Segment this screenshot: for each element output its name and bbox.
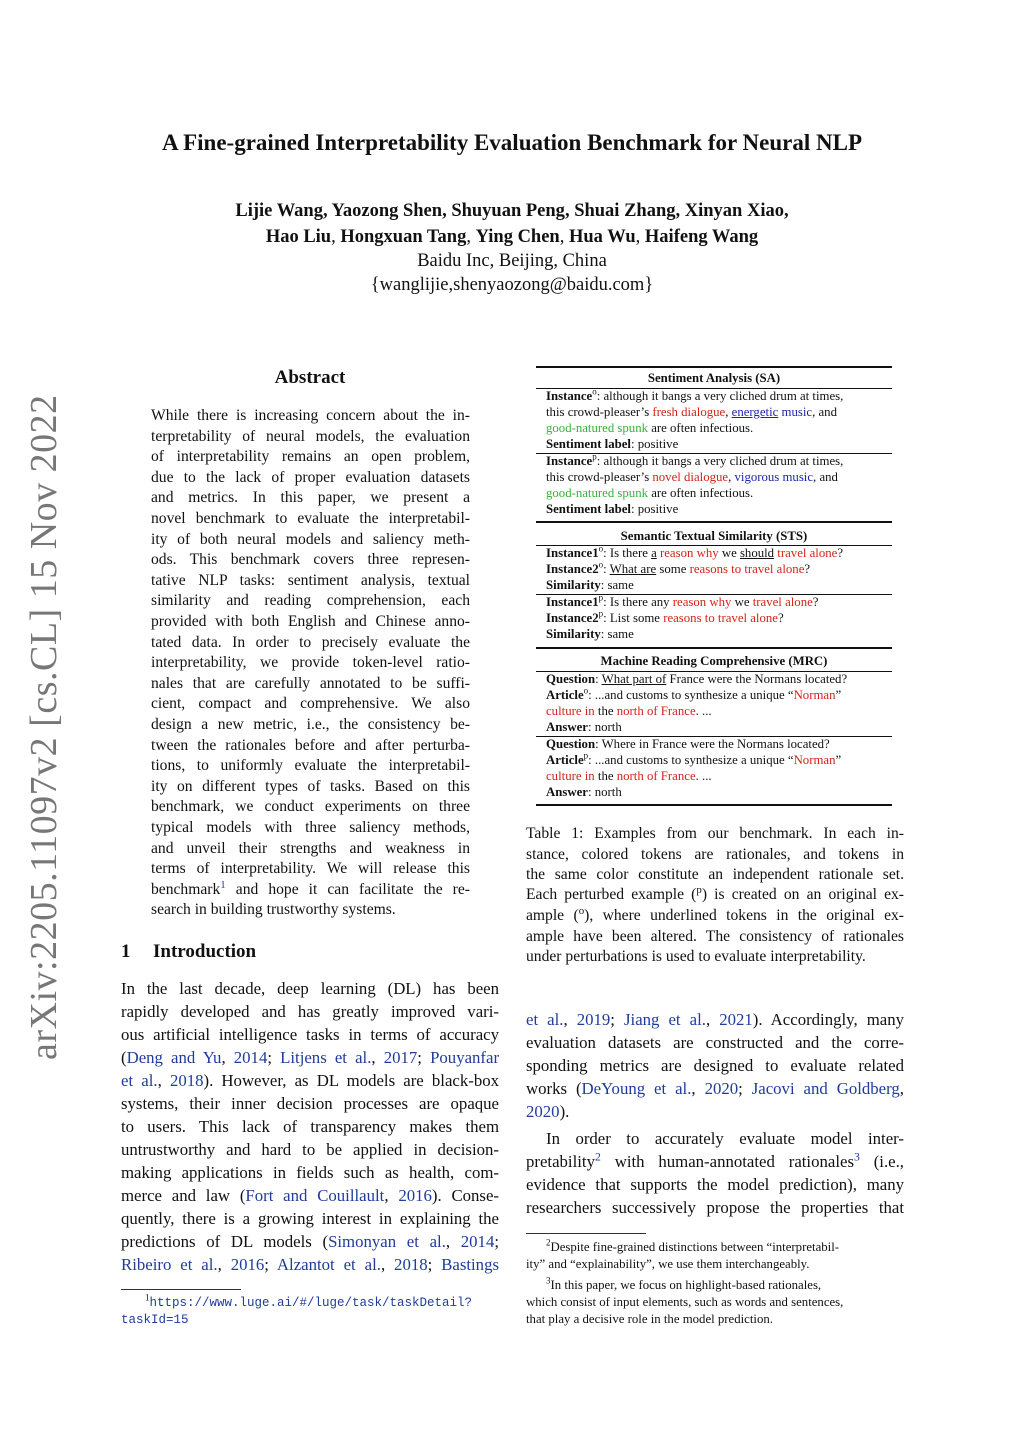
table-row: Similarity: same xyxy=(546,578,634,592)
rationale-token: culture in xyxy=(546,704,595,718)
table-row: Sentiment label: positive xyxy=(546,437,679,451)
body-line: researchers successively propose the properties that xyxy=(526,1198,904,1217)
abstract-line: tween the rationales before and after perturba- xyxy=(151,736,470,754)
abstract-line: and metrics. In this paper, we present a xyxy=(151,489,470,507)
table-caption-line: Table 1: Examples from our benchmark. In each in- xyxy=(526,825,904,842)
table-row: this crowd-pleaser’s novel dialogue, vigorous music, and xyxy=(546,470,838,484)
citation-link[interactable]: Alzantot et al. xyxy=(276,1255,381,1274)
footnote-ref-link[interactable]: 1 xyxy=(220,878,226,891)
citation-year-link[interactable]: 2018 xyxy=(394,1255,428,1274)
body-line: evaluation datasets are constructed and the corre- xyxy=(526,1033,904,1052)
citation-link[interactable]: Jacovi and Goldberg xyxy=(751,1079,900,1098)
table-caption-line: ample ($^o$), where underlined tokens in the original ex- xyxy=(526,904,904,924)
abstract-line: ity on different types of tasks. Based on this xyxy=(151,777,470,795)
table-row: Article$^o$: ...and customs to synthesize a unique “Norman” xyxy=(546,685,842,702)
body-line: systems, their inner decision processes are opaque xyxy=(121,1094,499,1113)
citation-year-link[interactable]: 2020 xyxy=(704,1079,739,1098)
paper-title: A Fine-grained Interpretability Evaluation Benchmark for Neural NLP xyxy=(162,130,862,155)
table-row: Instance2$^p$: List some reasons to travel alone? xyxy=(546,608,784,625)
author: Haifeng Wang xyxy=(644,227,759,247)
citation-link[interactable]: Litjens et al. xyxy=(280,1048,372,1067)
table-caption-line: under perturbations is used to evaluate interpretability. xyxy=(526,948,866,965)
table-row: good-natured spunk are often infectious. xyxy=(546,421,754,435)
rationale-token: north of France xyxy=(616,704,696,718)
body-line: predictions of DL models (Simonyan et al., 2014; xyxy=(121,1232,499,1251)
body-line: sponding metrics are designed to evaluate related xyxy=(526,1056,904,1075)
body-line: In order to accurately evaluate model inter- xyxy=(546,1129,904,1148)
body-line: making applications in fields such as health, com- xyxy=(121,1163,499,1182)
abstract-line: design a new metric, i.e., the consistency be- xyxy=(151,716,470,733)
rationale-token: novel dialogue xyxy=(652,470,729,484)
citation-link[interactable]: Fort and Couillault xyxy=(245,1186,385,1205)
citation-link[interactable]: Deng and Yu xyxy=(126,1048,222,1067)
table-row: Answer: north xyxy=(546,785,622,799)
abstract-line: terpretability of neural models, the evaluation xyxy=(151,427,470,445)
citation-link[interactable]: et al. xyxy=(526,1010,564,1029)
rationale-token: Norman xyxy=(793,753,836,767)
abstract-line: tions, to uniformly evaluate the interpretabil- xyxy=(151,757,470,775)
body-line: evidence that supports the model prediction), many xyxy=(526,1175,904,1194)
citation-link[interactable]: Bastings xyxy=(441,1255,499,1274)
body-line: Ribeiro et al., 2016; Alzantot et al., 2018; Bastings xyxy=(121,1255,499,1274)
body-line: ous artificial intelligence tasks in terms of accuracy xyxy=(121,1025,499,1044)
footnote-2: $^2$Despite fine-grained distinctions between “interpretabil- xyxy=(546,1237,840,1254)
author: Shuyuan Peng xyxy=(451,201,565,221)
citation-year-link[interactable]: 2020 xyxy=(526,1102,560,1121)
table-section-heading-sa: Sentiment Analysis (SA) xyxy=(647,371,781,385)
table-section-heading-mrc: Machine Reading Comprehensive (MRC) xyxy=(600,654,828,668)
footnote-ref-link[interactable]: 3 xyxy=(853,1150,860,1164)
rationale-token: travel alone xyxy=(777,546,838,560)
rationale-token: music xyxy=(778,405,813,419)
table-row: culture in the north of France. ... xyxy=(546,704,712,718)
table-row: Instance2$^o$: What are some reasons to travel alone? xyxy=(546,559,811,576)
author: Yaozong Shen xyxy=(331,201,443,221)
arxiv-identifier: arXiv:2205.11097v2 [cs.CL] 15 Nov 2022 xyxy=(23,394,65,1060)
table-caption-line: the same color constitute an independent rationale set. xyxy=(526,866,904,883)
abstract-heading: Abstract xyxy=(274,367,346,388)
table-section-heading-sts: Semantic Textual Similarity (STS) xyxy=(620,529,808,543)
rationale-token: energetic xyxy=(731,405,779,419)
section-title: Introduction xyxy=(153,941,257,962)
citation-year-link[interactable]: 2021 xyxy=(719,1010,753,1029)
abstract-line: search in building trustworthy systems. xyxy=(151,901,396,919)
footnote-rule xyxy=(121,1289,241,1290)
rationale-token: vigorous music xyxy=(734,470,814,484)
author: Hua Wu xyxy=(568,227,636,247)
table-row: good-natured spunk are often infectious. xyxy=(546,486,754,500)
table-row: Instance1$^p$: Is there any reason why we travel alone? xyxy=(546,592,819,609)
body-line: untrustworthy and hard to be applied in decision- xyxy=(121,1140,499,1159)
abstract-line: typical models with three saliency methods, xyxy=(151,819,470,836)
body-line: merce and law (Fort and Couillault, 2016). Conse- xyxy=(121,1186,499,1205)
citation-year-link[interactable]: 2016 xyxy=(398,1186,432,1205)
citation-year-link[interactable]: 2014 xyxy=(460,1232,495,1251)
abstract-line: interpretability, we provide token-level ratio- xyxy=(151,654,470,672)
abstract-line: and unveil their strengths and weakness in xyxy=(151,839,470,857)
abstract-line: ods. This benchmark covers three represen- xyxy=(151,551,470,569)
body-line: to users. This lack of transparency makes them xyxy=(121,1117,499,1136)
table-row: Sentiment label: positive xyxy=(546,502,679,516)
rationale-token: good-natured spunk xyxy=(546,421,649,435)
footnote-3-continued: that play a decisive role in the model prediction. xyxy=(526,1312,773,1326)
abstract-line: provided with both English and Chinese anno- xyxy=(151,613,470,630)
footnote-2-continued: ity” and “explainability”, we use them interchangeably. xyxy=(526,1257,810,1271)
rationale-token: reasons to travel alone xyxy=(663,611,778,625)
body-line: pretability$^2$ with human-annotated rationales$^3$ (i.e., xyxy=(526,1150,904,1171)
citation-link[interactable]: Jiang et al. xyxy=(624,1010,706,1029)
table-row: Instance$^p$: although it bangs a very cliched drum at times, xyxy=(546,451,844,468)
body-line: rapidly developed and has greatly improved vari- xyxy=(121,1002,499,1021)
rationale-token: fresh dialogue xyxy=(652,405,726,419)
abstract-line: due to the lack of proper evaluation datasets xyxy=(151,468,470,486)
table-bottom-rule xyxy=(536,804,892,806)
footnote-1: $^1$https://www.luge.ai/#/luge/task/taskDetail? xyxy=(145,1292,473,1310)
author: Lijie Wang xyxy=(235,201,323,221)
rationale-token: travel alone xyxy=(752,595,813,609)
section-number: 1 xyxy=(121,941,131,962)
rationale-token: reason why xyxy=(659,546,719,560)
body-line: (Deng and Yu, 2014; Litjens et al., 2017; Pouyanfar xyxy=(121,1048,500,1067)
abstract-line: similarity and reading comprehension, each xyxy=(151,592,470,610)
abstract-line: tated data. In order to precisely evaluate the xyxy=(151,633,470,651)
abstract-line: benchmark, we conduct experiments on three xyxy=(151,798,470,816)
abstract-line: benchmark$^1$ and hope it can facilitate the re- xyxy=(151,878,470,898)
abstract-line: cient, compact and comprehensive. We also xyxy=(151,695,470,713)
footnote-url-link[interactable]: https://www.luge.ai/#/luge/task/taskDetail? xyxy=(149,1296,473,1310)
author-line-1: Lijie Wang, Yaozong Shen, Shuyuan Peng, Shuai Zhang, Xinyan Xiao, xyxy=(235,201,789,221)
section-heading xyxy=(121,941,256,963)
table-row: Article$^p$: ...and customs to synthesize a unique “Norman” xyxy=(546,750,842,767)
author: Hao Liu xyxy=(265,227,332,247)
table-caption-line: ample have been altered. The consistency of rationales xyxy=(526,928,904,945)
abstract-line: of interpretability remains an open problem, xyxy=(151,448,470,466)
table-caption-line: stance, colored tokens are rationales, and tokens in xyxy=(526,846,904,863)
abstract-line: While there is increasing concern about the in- xyxy=(151,407,470,424)
citation-year-link[interactable]: 2018 xyxy=(169,1071,204,1090)
abstract-line: nales that are carefully annotated to be suffi- xyxy=(151,674,470,692)
table-row: Similarity: same xyxy=(546,627,634,641)
table-top-rule xyxy=(536,366,892,368)
table-row: Instance1$^o$: Is there a reason why we should travel alone? xyxy=(546,543,844,560)
abstract-line: tative NLP tasks: sentiment analysis, textual xyxy=(151,571,470,589)
footnote-url-link-continued[interactable]: taskId=15 xyxy=(121,1313,189,1327)
citation-link[interactable]: Simonyan et al. xyxy=(328,1232,446,1251)
author: Hongxuan Tang xyxy=(340,227,467,247)
citation-year-link[interactable]: 2014 xyxy=(233,1048,268,1067)
table-row: this crowd-pleaser’s fresh dialogue, energetic music, and xyxy=(546,405,837,419)
rationale-token: north of France xyxy=(616,769,696,783)
citation-link[interactable]: et al. xyxy=(121,1071,158,1090)
citation-link[interactable]: Ribeiro et al. xyxy=(121,1255,218,1274)
rationale-token: Norman xyxy=(793,688,836,702)
body-line: In the last decade, deep learning (DL) has been xyxy=(121,979,499,998)
abstract-line: terms of interpretability. We will release this xyxy=(151,860,470,878)
citation-year-link[interactable]: 2017 xyxy=(383,1048,418,1067)
citation-year-link[interactable]: 2016 xyxy=(230,1255,265,1274)
footnote-3-continued: which consist of input elements, such as words and sentences, xyxy=(526,1295,844,1309)
table-row: culture in the north of France. ... xyxy=(546,769,712,783)
body-line: et al., 2018). However, as DL models are black-box xyxy=(121,1071,499,1090)
abstract-line: ity of both neural models and saliency meth- xyxy=(151,530,470,548)
footnote-rule xyxy=(526,1233,646,1234)
author: Ying Chen xyxy=(475,227,560,247)
rationale-token: culture in xyxy=(546,769,595,783)
author: Shuai Zhang xyxy=(574,201,676,221)
rationale-token: reasons to travel alone xyxy=(689,562,805,576)
table-rule xyxy=(536,647,892,649)
author-line-2: Hao Liu, Hongxuan Tang, Ying Chen, Hua Wu, Haifeng Wang xyxy=(265,227,759,247)
abstract-line: novel benchmark to evaluate the interpretabil- xyxy=(151,510,470,527)
rationale-token: reason why xyxy=(672,595,732,609)
author: Xinyan Xiao, xyxy=(684,201,789,221)
table-rule xyxy=(536,521,892,523)
table-row: Question: What part of France were the Normans located? xyxy=(546,672,848,686)
affiliation: Baidu Inc, Beijing, China xyxy=(417,251,607,271)
footnote-ref-link[interactable]: 2 xyxy=(594,1150,601,1164)
table-row: Answer: north xyxy=(546,720,622,734)
table-row: Question: Where in France were the Normans located? xyxy=(546,737,830,751)
footnote-3: $^3$In this paper, we focus on highlight-based rationales, xyxy=(546,1275,822,1292)
citation-link[interactable]: DeYoung et al. xyxy=(581,1079,692,1098)
citation-year-link[interactable]: 2019 xyxy=(576,1010,611,1029)
citation-link[interactable]: Pouyanfar xyxy=(430,1048,500,1067)
body-line: et al., 2019; Jiang et al., 2021). Accordingly, many xyxy=(526,1010,904,1029)
body-line: quently, there is a growing interest in explaining the xyxy=(121,1209,499,1228)
body-line: works (DeYoung et al., 2020; Jacovi and Goldberg, xyxy=(526,1079,904,1098)
rationale-token: good-natured spunk xyxy=(546,486,649,500)
body-line: 2020). xyxy=(526,1102,570,1121)
author-email: {wanglijie,shenyaozong@baidu.com} xyxy=(370,275,654,295)
table-row: Instance$^o$: although it bangs a very cliched drum at times, xyxy=(546,386,844,403)
table-caption-line: Each perturbed example ($^p$) is created on an original ex- xyxy=(526,883,904,903)
